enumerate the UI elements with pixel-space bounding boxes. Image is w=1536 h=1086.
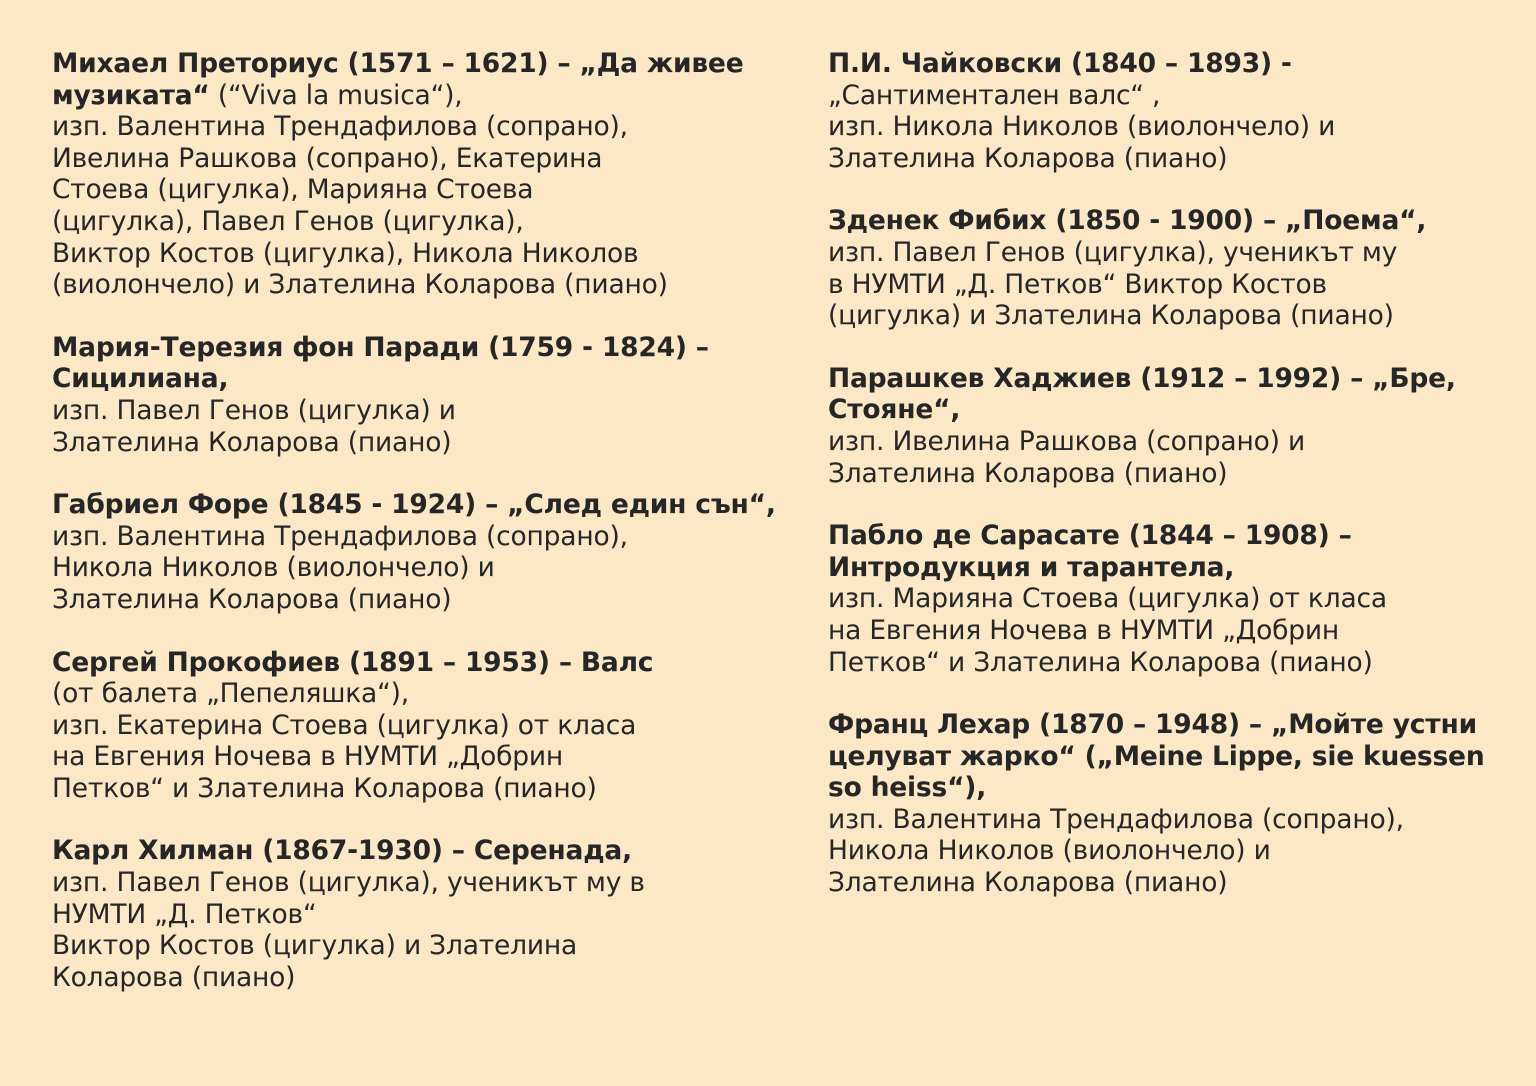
entry-text-line (828, 741, 1488, 773)
performer-text: изп. Екатерина Стоева (цигулка) от класа (52, 709, 637, 741)
entry-text-line (828, 867, 1488, 899)
performer-text: Ивелина Рашкова (сопрано), Екатерина (52, 142, 603, 174)
program-entry (52, 835, 782, 993)
performer-text: Никола Николов (виолончело) и (828, 835, 1271, 867)
entry-title-line (52, 647, 782, 679)
entry-title-line (828, 709, 1488, 741)
entry-text-line (52, 143, 782, 175)
performer-text: (от балета „Пепеляшка“), (52, 678, 409, 710)
performer-text: изп. Валентина Трендафилова (сопрано), (828, 803, 1404, 835)
entry-text-line (828, 772, 1488, 804)
program-entry (828, 709, 1488, 899)
program-entry (828, 363, 1488, 489)
entry-text-line (52, 867, 782, 899)
entry-text-line (52, 395, 782, 427)
performer-text: на Евгения Ночева в НУМТИ „Добрин (828, 614, 1340, 646)
piece-title-text: Мария-Терезия фон Паради (1759 - 1824) – (52, 331, 709, 363)
performer-text: изп. Павел Генов (цигулка), ученикът му (828, 236, 1398, 268)
entry-title-line (828, 363, 1488, 395)
piece-title-text: Михаел Преториус (1571 – 1621) – „Да живее (52, 48, 744, 79)
entry-text-line (828, 804, 1488, 836)
entry-text-line (828, 615, 1488, 647)
piece-title-text: so heiss“), (828, 772, 987, 804)
piece-title-text: Карл Хилман (1867-1930) – Серенада, (52, 835, 632, 867)
entry-text-line (828, 647, 1488, 679)
performer-text: НУМТИ „Д. Петков“ (52, 898, 317, 930)
performer-text: Виктор Костов (цигулка) и Злателина (52, 930, 578, 962)
performer-text: Злателина Коларова (пиано) (52, 583, 452, 615)
entry-text-line (828, 143, 1488, 175)
entry-text-line (52, 962, 782, 994)
entry-text-line (828, 237, 1488, 269)
performer-text: „Сантиментален валс“ , (828, 79, 1161, 111)
performer-text: изп. Павел Генов (цигулка) и (52, 394, 456, 426)
performer-text: Злателина Коларова (пиано) (828, 457, 1228, 489)
entry-title-line (828, 520, 1488, 552)
performer-text: Злателина Коларова (пиано) (52, 426, 452, 458)
program-entry (828, 520, 1488, 678)
performer-text: (цигулка) и Злателина Коларова (пиано) (828, 300, 1394, 332)
entry-text-line (828, 835, 1488, 867)
entry-text-line (52, 552, 782, 584)
performer-text: Стоева (цигулка), Марияна Стоева (52, 174, 534, 206)
program-entry (828, 48, 1488, 174)
entry-text-line (828, 458, 1488, 490)
piece-title-text: Интродукция и тарантела, (828, 551, 1235, 583)
program-entry (828, 205, 1488, 331)
entry-text-line (52, 710, 782, 742)
performer-text: изп. Валентина Трендафилова (сопрано), (52, 520, 628, 552)
performer-text: изп. Валентина Трендафилова (сопрано), (52, 111, 628, 143)
entry-title-line (52, 489, 782, 521)
performer-text: (“Viva la musica“), (209, 79, 463, 111)
piece-title-text: Пабло де Сарасате (1844 – 1908) – (828, 520, 1352, 552)
entry-text-line (52, 269, 782, 301)
entry-text-line (52, 678, 782, 710)
performer-text: Петков“ и Злателина Коларова (пиано) (828, 646, 1373, 678)
piece-title-text: П.И. Чайковски (1840 – 1893) - (828, 48, 1292, 79)
entry-text-line (52, 899, 782, 931)
piece-title-text: Сицилиана, (52, 363, 229, 395)
entry-title-line (828, 205, 1488, 237)
entry-title-line (52, 332, 782, 364)
entry-text-line (52, 363, 782, 395)
piece-title-text: целуват жарко“ („Meine Lippe, sie kuessen (828, 740, 1485, 772)
entry-text-line (828, 426, 1488, 458)
entry-text-line (52, 111, 782, 143)
entry-title-line (52, 48, 782, 80)
piece-title-text: Парашкев Хаджиев (1912 – 1992) – „Бре, (828, 362, 1456, 394)
entry-text-line (828, 552, 1488, 584)
entry-text-line (828, 80, 1488, 112)
performer-text: Петков“ и Злателина Коларова (пиано) (52, 772, 597, 804)
entry-text-line (52, 930, 782, 962)
piece-title-text: Габриел Форе (1845 - 1924) – „След един сън“, (52, 489, 776, 521)
performer-text: (виолончело) и Злателина Коларова (пиано) (52, 269, 668, 301)
entry-text-line (52, 741, 782, 773)
performer-text: Злателина Коларова (пиано) (828, 867, 1228, 899)
piece-title-text: Зденек Фибих (1850 - 1900) – „Поема“, (828, 205, 1427, 237)
entry-text-line (828, 269, 1488, 301)
program-entry (52, 332, 782, 458)
piece-title-text: Франц Лехар (1870 – 1948) – „Мойте устни (828, 709, 1477, 741)
program-column-right (828, 48, 1488, 930)
performer-text: Злателина Коларова (пиано) (828, 142, 1228, 174)
entry-text-line (52, 521, 782, 553)
entry-title-line (828, 48, 1488, 80)
performer-text: Виктор Костов (цигулка), Никола Николов (52, 237, 639, 269)
entry-text-line (52, 427, 782, 459)
performer-text: изп. Ивелина Рашкова (сопрано) и (828, 425, 1305, 457)
entry-text-line (52, 584, 782, 616)
entry-text-line (52, 773, 782, 805)
piece-title-text: Сергей Прокофиев (1891 – 1953) – Валс (52, 646, 654, 678)
entry-text-line (828, 111, 1488, 143)
program-entry (52, 48, 782, 301)
performer-text: изп. Марияна Стоева (цигулка) от класа (828, 583, 1387, 615)
entry-text-line (828, 300, 1488, 332)
performer-text: изп. Павел Генов (цигулка), ученикът му в (52, 867, 645, 899)
entry-text-line (828, 394, 1488, 426)
piece-title-text: музиката“ (52, 79, 210, 111)
program-entry (52, 647, 782, 805)
entry-text-line (828, 583, 1488, 615)
performer-text: Никола Николов (виолончело) и (52, 552, 495, 584)
performer-text: Коларова (пиано) (52, 961, 296, 993)
entry-text-line (52, 206, 782, 238)
entry-text-line (52, 80, 782, 112)
performer-text: (цигулка), Павел Генов (цигулка), (52, 205, 524, 237)
piece-title-text: Стояне“, (828, 394, 961, 426)
performer-text: на Евгения Ночева в НУМТИ „Добрин (52, 741, 564, 773)
program-column-left (52, 48, 782, 1024)
entry-text-line (52, 238, 782, 270)
entry-title-line (52, 835, 782, 867)
performer-text: изп. Никола Николов (виолончело) и (828, 111, 1336, 143)
program-entry (52, 489, 782, 615)
entry-text-line (52, 174, 782, 206)
performer-text: в НУМТИ „Д. Петков“ Виктор Костов (828, 268, 1327, 300)
